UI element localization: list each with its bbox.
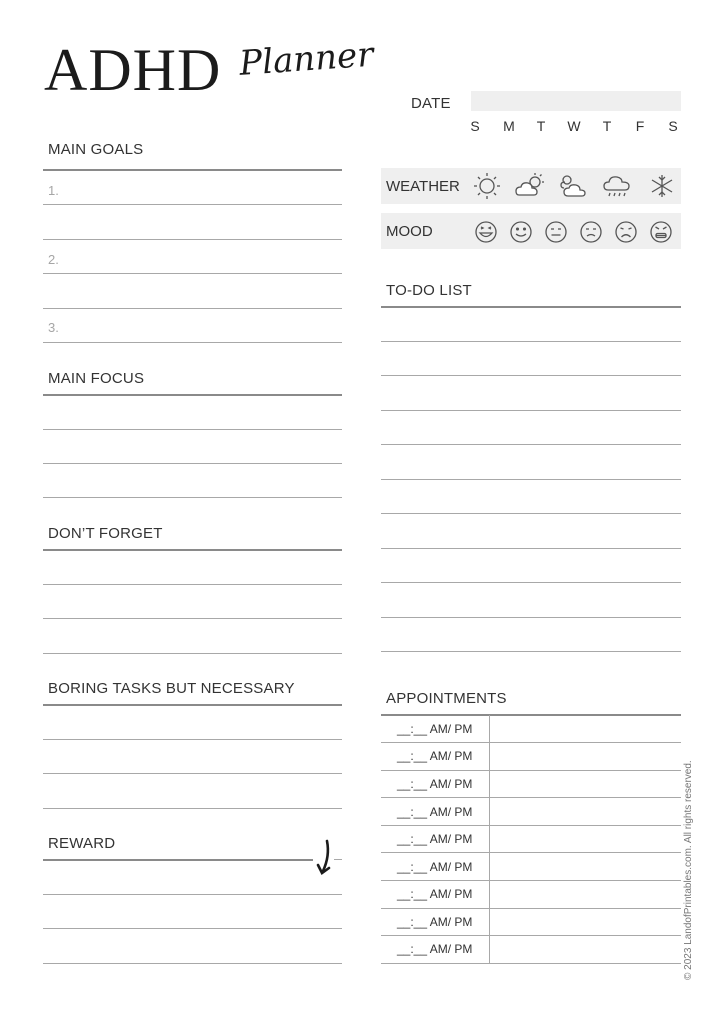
appointment-row-line [381,770,681,771]
appointment-time-7[interactable]: __:__ AM/ PM [397,887,473,901]
neutral-face-icon[interactable] [543,219,569,245]
planner-title: ADHD [44,37,222,103]
todo-line[interactable] [381,410,681,411]
appointment-time-9[interactable]: __:__ AM/ PM [397,942,473,956]
rain-icon[interactable] [600,170,634,202]
section-divider [43,394,342,396]
date-label: DATE [411,95,451,112]
cloudy-sun-icon[interactable] [556,170,590,202]
goal-line-1[interactable] [43,204,342,205]
goal-line-2[interactable] [43,273,342,274]
day-monday[interactable]: M [503,118,515,134]
appointment-row-line [381,963,681,964]
appointment-row-line [381,908,681,909]
dont-forget-line[interactable] [43,618,342,619]
day-tuesday[interactable]: T [536,118,546,134]
planner-title-script: Planner [238,34,375,84]
date-field[interactable] [471,91,681,111]
appointment-row-line [381,852,681,853]
appointment-row-line [381,742,681,743]
section-divider [43,859,313,861]
appointment-row-line [381,880,681,881]
section-divider-end [334,859,342,860]
boring-task-line[interactable] [43,739,342,740]
weather-label: WEATHER [386,178,460,195]
appointment-time-2[interactable]: __:__ AM/ PM [397,749,473,763]
goal-line-3[interactable] [43,342,342,343]
day-friday[interactable]: F [635,118,645,134]
sunny-icon[interactable] [470,170,504,202]
todo-line[interactable] [381,582,681,583]
copyright-notice: © 2023 LandofPrintables.com. All rights reserved. [683,760,694,980]
dont-forget-heading: DON’T FORGET [48,525,163,542]
appointment-time-4[interactable]: __:__ AM/ PM [397,805,473,819]
appointment-time-3[interactable]: __:__ AM/ PM [397,777,473,791]
sad-face-icon[interactable] [578,219,604,245]
section-divider [381,306,681,308]
appointment-row-line [381,825,681,826]
todo-line[interactable] [381,375,681,376]
dont-forget-line[interactable] [43,653,342,654]
reward-heading: REWARD [48,835,116,852]
goal-line-1b[interactable] [43,239,342,240]
goal-number-1: 1. [48,183,59,198]
todo-line[interactable] [381,444,681,445]
todo-line[interactable] [381,651,681,652]
reward-line[interactable] [43,928,342,929]
goal-number-2: 2. [48,252,59,267]
mood-label: MOOD [386,223,433,240]
boring-task-line[interactable] [43,773,342,774]
appointments-column-divider [489,715,490,964]
goal-number-3: 3. [48,320,59,335]
section-divider [43,704,342,706]
day-wednesday[interactable]: W [567,118,581,134]
dont-forget-line[interactable] [43,584,342,585]
boring-task-line[interactable] [43,808,342,809]
section-divider [43,169,342,171]
day-sunday[interactable]: S [470,118,480,134]
focus-line[interactable] [43,497,342,498]
snowflake-icon[interactable] [645,170,679,202]
appointment-time-8[interactable]: __:__ AM/ PM [397,915,473,929]
todo-line[interactable] [381,548,681,549]
curved-arrow-down-icon [312,838,334,878]
appointment-row-line [381,797,681,798]
todo-line[interactable] [381,479,681,480]
boring-tasks-heading: BORING TASKS BUT NECESSARY [48,680,295,697]
main-goals-heading: MAIN GOALS [48,141,144,158]
smiling-face-icon[interactable] [508,219,534,245]
reward-line[interactable] [43,894,342,895]
appointment-time-5[interactable]: __:__ AM/ PM [397,832,473,846]
section-divider [43,549,342,551]
appointment-time-1[interactable]: __:__ AM/ PM [397,722,473,736]
angry-face-icon[interactable] [648,219,674,245]
laughing-face-icon[interactable] [473,219,499,245]
reward-line[interactable] [43,963,342,964]
todo-line[interactable] [381,341,681,342]
main-focus-heading: MAIN FOCUS [48,370,145,387]
todo-heading: TO-DO LIST [386,282,472,299]
todo-line[interactable] [381,617,681,618]
focus-line[interactable] [43,463,342,464]
appointment-row-line [381,935,681,936]
partly-cloudy-icon[interactable] [513,170,547,202]
todo-line[interactable] [381,513,681,514]
goal-line-2b[interactable] [43,308,342,309]
focus-line[interactable] [43,429,342,430]
appointments-heading: APPOINTMENTS [386,690,507,707]
section-divider [381,714,681,716]
frowning-face-icon[interactable] [613,219,639,245]
appointment-time-6[interactable]: __:__ AM/ PM [397,860,473,874]
day-saturday[interactable]: S [668,118,678,134]
day-thursday[interactable]: T [602,118,612,134]
